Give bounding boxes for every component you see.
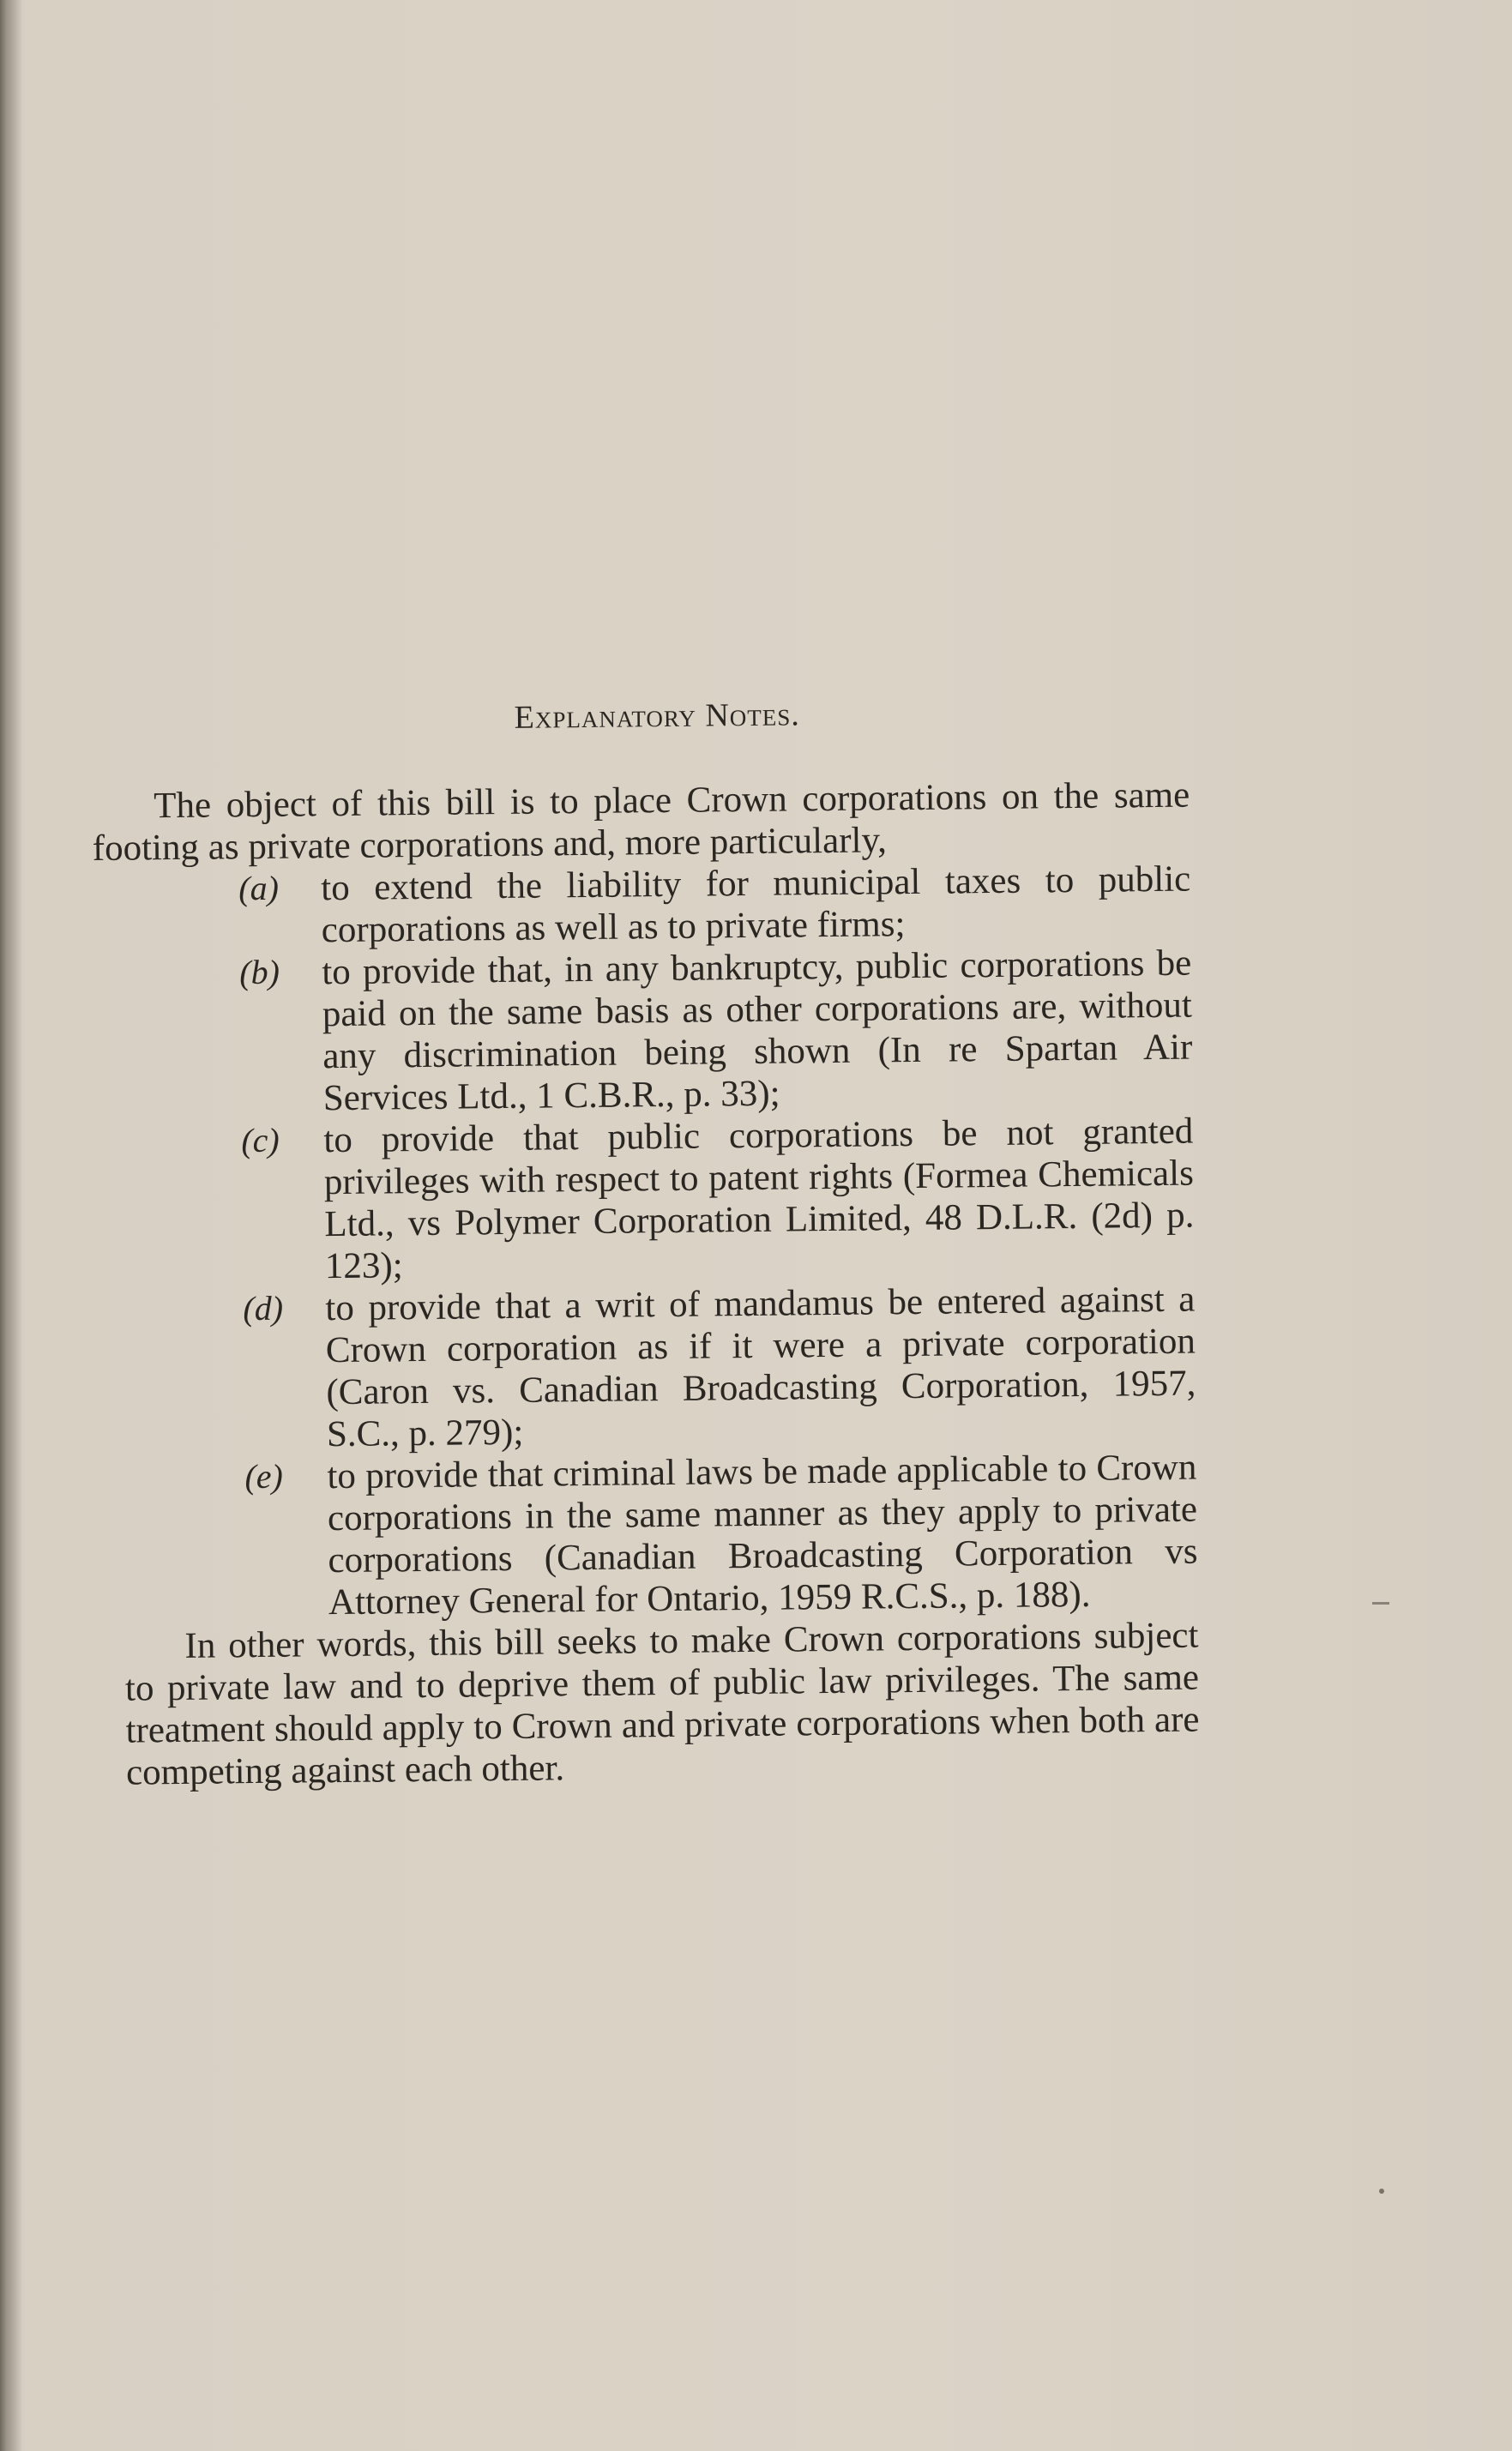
list-item — [99, 1447, 1198, 1626]
item-marker: (c) — [241, 1120, 280, 1160]
item-marker: (a) — [238, 868, 280, 908]
margin-mark — [1372, 1602, 1389, 1605]
page-heading: Explanatory Notes. — [514, 696, 800, 736]
page-spine-shadow — [0, 0, 22, 2451]
closing-paragraph: In other words, this bill seeks to make Crown corporations subject to private law and to deprive them of public law privileges. The same treatment should apply to Crown and private corporations when both are competing against each other. — [124, 1615, 1200, 1793]
item-text: to extend the liability for municipal taxes to public corporations as well as to private firms; — [321, 858, 1191, 951]
item-text: to provide that, in any bankruptcy, public corporations be paid on the same basis as other corporations are, without any discrimination being shown (In re Spartan Air Services Ltd., 1 C.B.R., p. 33); — [322, 942, 1193, 1119]
list-item — [93, 942, 1193, 1122]
item-text: to provide that criminal laws be made applicable to Crown corporations in the same manner as they apply to private corporations (Canadian Broadcasting Corporation vs Attorney General for Ontario, 1959 R.C.S., p. 188). — [327, 1447, 1198, 1623]
item-marker: (b) — [239, 952, 280, 992]
item-marker: (d) — [243, 1288, 284, 1328]
paper-speck — [1379, 2189, 1384, 2194]
objectives-list — [93, 858, 1198, 1626]
list-item — [93, 858, 1191, 954]
explanatory-notes — [91, 692, 1200, 1794]
item-text: to provide that a writ of mandamus be entered against a Crown corporation as if it were a private corporation (Caron vs. Canadian Broadcasting Corporation, 1957, S.C., p. 279); — [325, 1279, 1196, 1455]
item-text: to provide that public corporations be not granted privileges with respect to patent rights (Formea Chemicals Ltd., vs Polymer Corporation Limited, 48 D.L.R. (2d) p. 123); — [323, 1111, 1195, 1287]
list-item — [97, 1279, 1196, 1458]
intro-paragraph: The object of this bill is to place Crown corporations on the same footing as private corporations and, more particularly, — [92, 774, 1190, 869]
item-marker: (e) — [244, 1456, 284, 1496]
list-item — [95, 1111, 1195, 1290]
